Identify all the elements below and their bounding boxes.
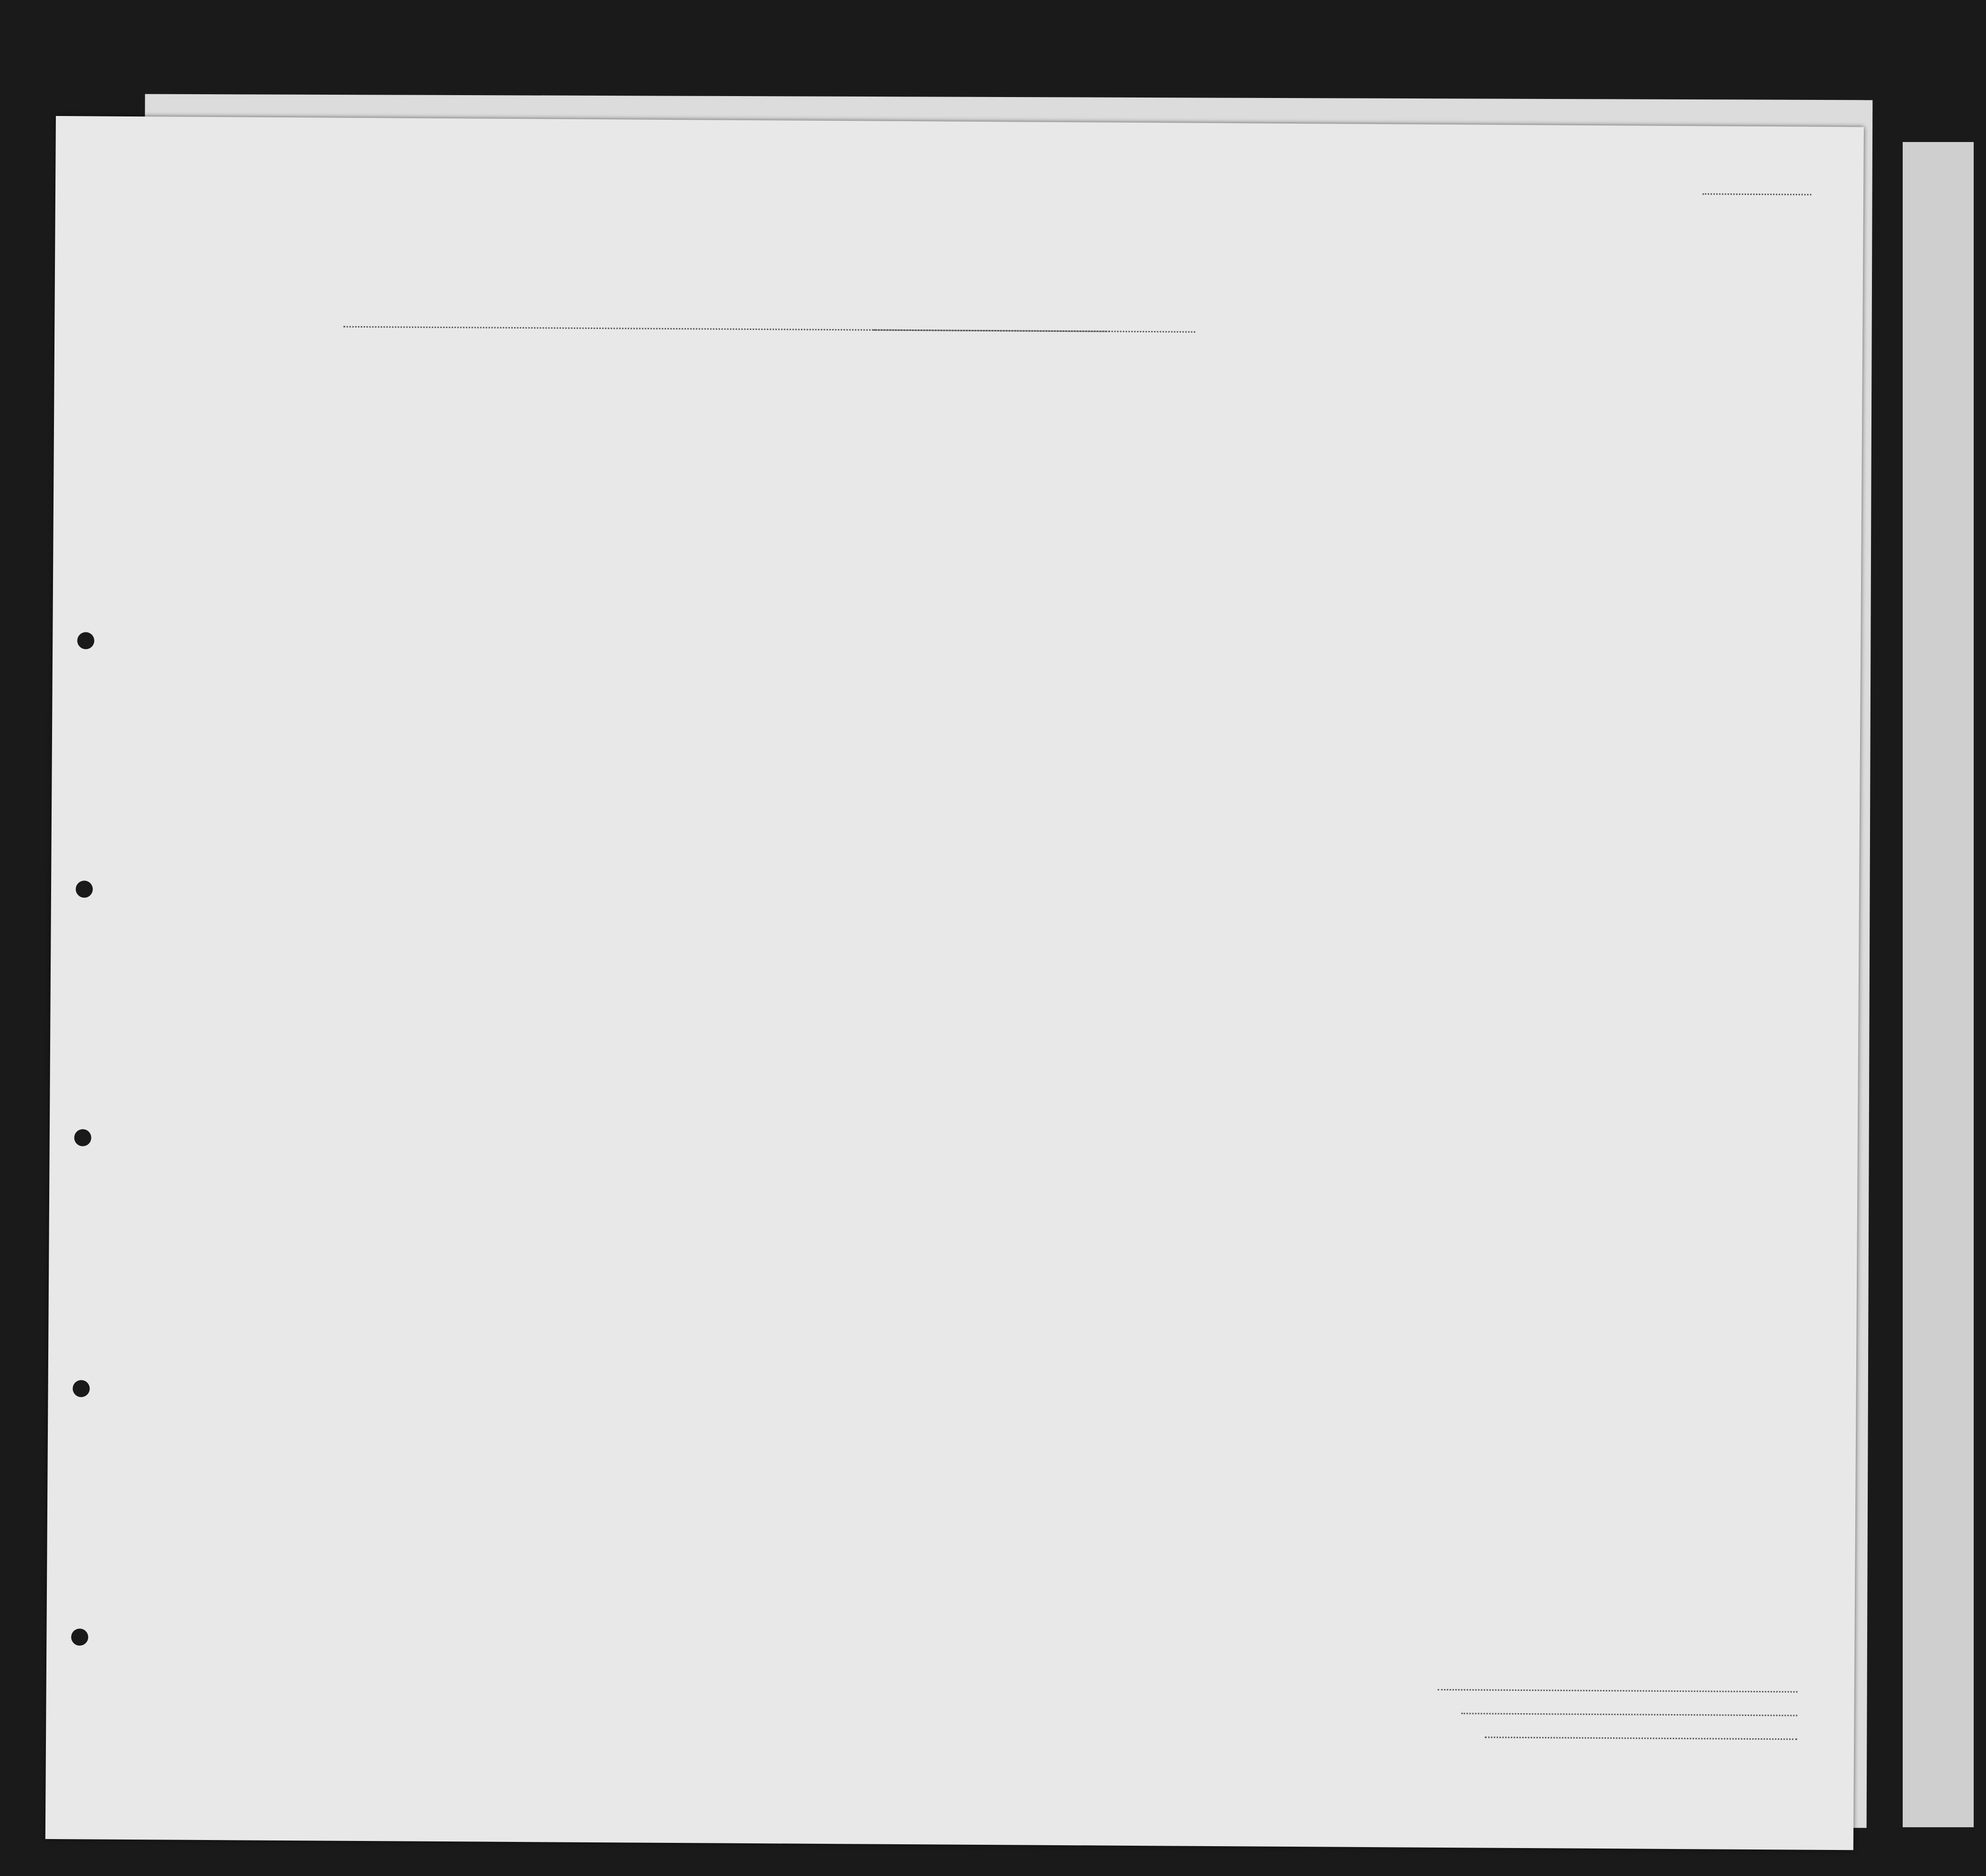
punch-hole (72, 1380, 89, 1397)
punch-hole (77, 632, 94, 649)
manifest-sheet (45, 116, 1864, 1850)
punch-hole (71, 1628, 88, 1645)
punch-hole (76, 880, 93, 898)
list-dotline (1702, 193, 1811, 195)
footnote-question-28 (245, 1701, 1192, 1707)
line-dotline (1438, 1689, 1798, 1693)
date-dotline (873, 329, 1195, 333)
owners-dotline (1461, 1713, 1797, 1716)
agents-dotline (1485, 1737, 1797, 1740)
punch-hole (74, 1129, 91, 1146)
underlying-sheet (1903, 142, 1974, 1827)
